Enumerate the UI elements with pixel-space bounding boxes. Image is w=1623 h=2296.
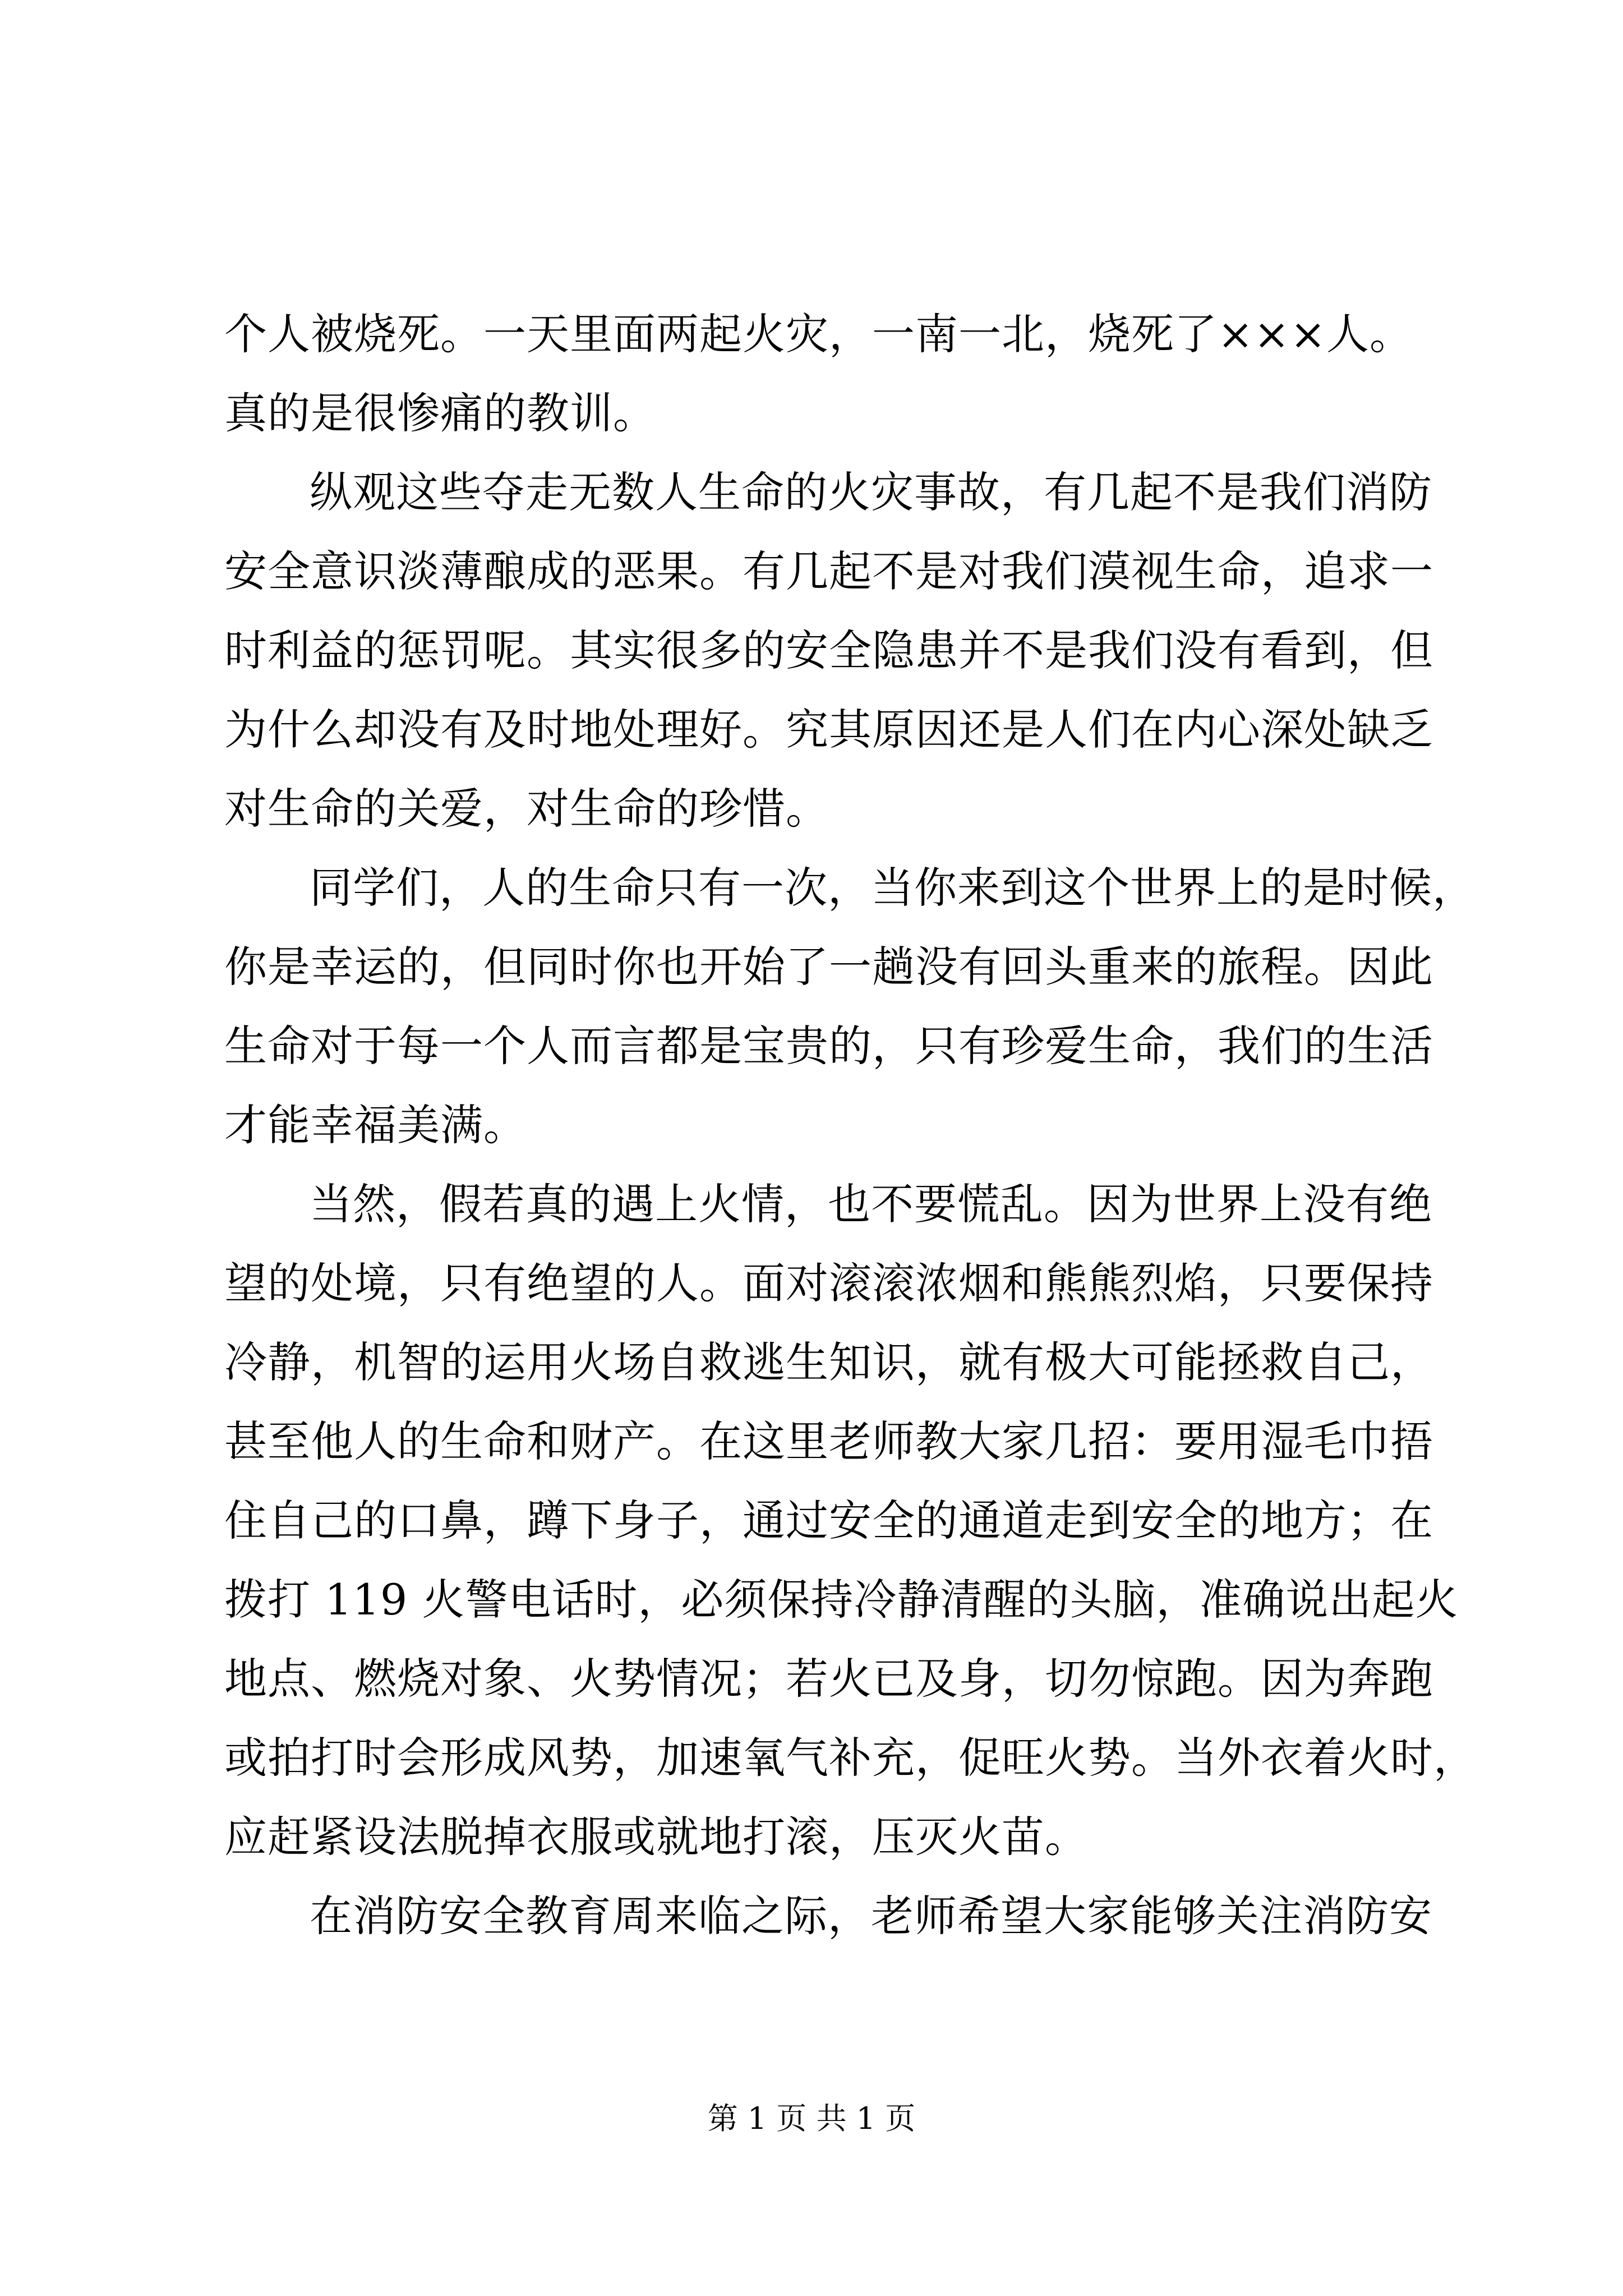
text-line: 地点、燃烧对象、火势情况；若火已及身，切勿惊跑。因为奔跑	[224, 1654, 1433, 1704]
document-body	[224, 295, 1477, 1955]
text-line: 甚至他人的生命和财产。在这里老师教大家几招：要用湿毛巾捂	[224, 1416, 1433, 1466]
text-line: 你是幸运的，但同时你也开始了一趟没有回头重来的旅程。因此	[224, 942, 1433, 992]
text-line: 才能幸福美满。	[224, 1100, 527, 1150]
text-line: 安全意识淡薄酿成的恶果。有几起不是对我们漠视生命，追求一	[224, 546, 1433, 596]
text-line: 真的是很惨痛的教训。	[224, 388, 656, 438]
text-line: 生命对于每一个人而言都是宝贵的，只有珍爱生命，我们的生活	[224, 1021, 1433, 1071]
text-line: 住自己的口鼻，蹲下身子，通过安全的通道走到安全的地方；在	[224, 1496, 1433, 1545]
text-line: 为什么却没有及时地处理好。究其原因还是人们在内心深处缺乏	[224, 705, 1433, 754]
page-footer	[0, 2099, 1623, 2138]
paragraph-start-line: 纵观这些夺走无数人生命的火灾事故，有几起不是我们消防	[310, 467, 1432, 517]
text-line: 应赶紧设法脱掉衣服或就地打滚，压灭火苗。	[224, 1812, 1088, 1862]
paragraph-start-line: 同学们，人的生命只有一次，当你来到这个世界上的是时候，	[310, 863, 1476, 913]
text-line: 望的处境，只有绝望的人。面对滚滚浓烟和熊熊烈焰，只要保持	[224, 1258, 1433, 1308]
text-line: 对生命的关爱，对生命的珍惜。	[224, 784, 829, 834]
paragraph-start-line: 在消防安全教育周来临之际，老师希望大家能够关注消防安	[310, 1891, 1432, 1941]
text-line: 个人被烧死。一天里面两起火灾，一南一北，烧死了×××人。	[224, 309, 1413, 359]
text-line: 拨打 119 火警电话时，必须保持冷静清醒的头脑，准确说出起火	[224, 1575, 1459, 1625]
text-line: 或拍打时会形成风势，加速氧气补充，促旺火势。当外衣着火时，	[224, 1733, 1477, 1783]
page-number-label: 第 1 页 共 1 页	[707, 2101, 916, 2136]
text-line: 冷静，机智的运用火场自救逃生知识，就有极大可能拯救自己，	[224, 1337, 1433, 1387]
text-line: 时利益的惩罚呢。其实很多的安全隐患并不是我们没有看到，但	[224, 625, 1433, 675]
paragraph-start-line: 当然，假若真的遇上火情，也不要慌乱。因为世界上没有绝	[310, 1179, 1432, 1229]
